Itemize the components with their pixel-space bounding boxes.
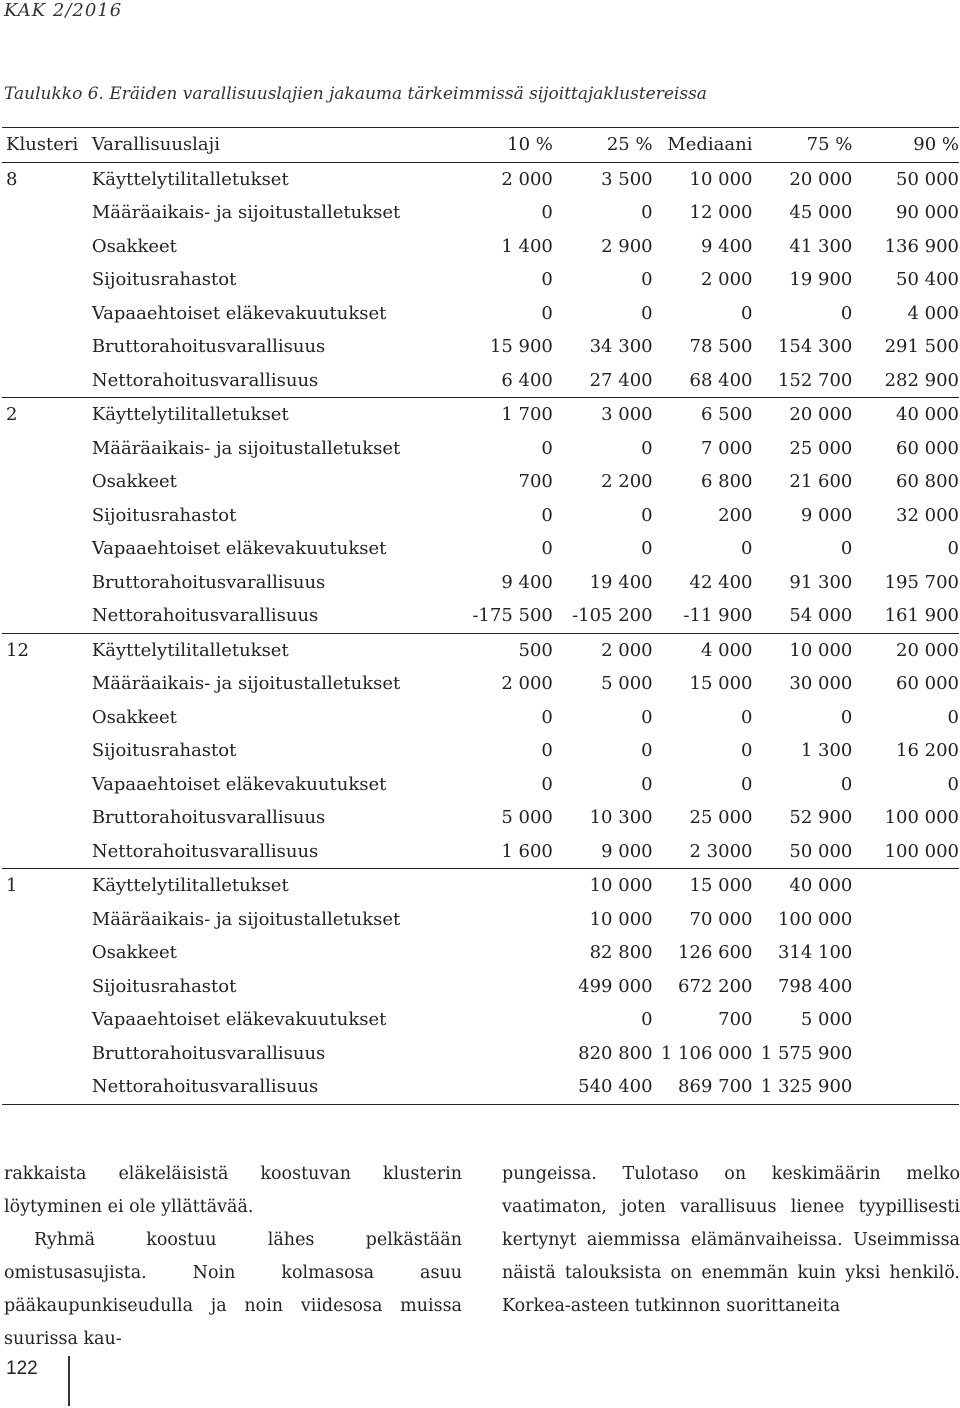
- header-cluster: Klusteri: [6, 134, 79, 156]
- table-row: [2, 432, 959, 466]
- cluster-id: [2, 768, 92, 802]
- asset-type: Nettorahoitusvarallisuus: [92, 599, 461, 633]
- cluster-id: 2: [6, 404, 18, 426]
- value-p75: 0: [840, 706, 853, 728]
- value-p10: -175 500: [461, 599, 553, 633]
- table-header-row: [2, 128, 959, 163]
- cluster-id: [2, 364, 92, 398]
- asset-type: Osakkeet: [91, 235, 177, 257]
- header-asset-type: Varallisuuslaji: [91, 134, 220, 156]
- table-row: [2, 869, 959, 903]
- value-p25: 2 900: [601, 235, 653, 257]
- value-p90: [852, 1037, 959, 1071]
- header-p25: 25 %: [606, 134, 653, 156]
- value-p75: 19 900: [789, 269, 853, 291]
- value-p75: 25 000: [789, 437, 853, 459]
- table-row: [2, 398, 959, 432]
- value-p25: -105 200: [553, 599, 653, 633]
- value-p90: 60 000: [896, 437, 959, 459]
- value-p10: [461, 869, 553, 903]
- value-p90: 16 200: [896, 740, 959, 762]
- cluster-id: [2, 734, 92, 768]
- value-p25: 2 200: [601, 471, 653, 493]
- cluster-id: [2, 196, 92, 230]
- cluster-id: [2, 499, 92, 533]
- value-p75: 30 000: [789, 673, 853, 695]
- asset-type: Määräaikais- ja sijoitustalletukset: [91, 202, 401, 224]
- value-p75: 54 000: [752, 599, 852, 633]
- table-row: [2, 903, 959, 937]
- value-p25: 3 000: [601, 404, 653, 426]
- value-p25: 540 400: [553, 1070, 653, 1104]
- value-p75: 100 000: [777, 908, 853, 930]
- body-column-right: [502, 1158, 960, 1323]
- asset-type: Nettorahoitusvarallisuus: [92, 1070, 461, 1104]
- value-p75: 5 000: [800, 1009, 853, 1031]
- cluster-id: [2, 566, 92, 600]
- value-p90: 60 800: [896, 471, 959, 493]
- asset-type: Sijoitusrahastot: [91, 740, 237, 762]
- value-median: 78 500: [689, 336, 753, 358]
- value-p25: 0: [641, 202, 653, 224]
- value-p90: 0: [947, 773, 959, 795]
- table-row: [2, 330, 959, 364]
- value-p25: 0: [641, 1009, 653, 1031]
- value-p75: 41 300: [789, 235, 853, 257]
- value-median: 0: [741, 740, 753, 762]
- value-p25: 27 400: [553, 364, 653, 398]
- paragraph: Ryhmä koostuu lähes pelkästään omistusasujista. Noin kolmasosa asuu pääkaupunkiseudulla ja noin viidesosa muissa suurissa kau-: [4, 1230, 462, 1349]
- body-column-left: [4, 1158, 462, 1356]
- asset-type: Bruttorahoitusvarallisuus: [91, 336, 326, 358]
- header-p10: 10 %: [507, 134, 553, 156]
- value-p10: 0: [541, 504, 553, 526]
- value-p90: 20 000: [896, 639, 959, 661]
- value-p10: 0: [541, 269, 553, 291]
- value-p10: 9 400: [501, 571, 553, 593]
- value-p10: [461, 1037, 553, 1071]
- value-p75: 314 100: [777, 942, 853, 964]
- value-p25: 820 800: [578, 1042, 653, 1064]
- value-p90: 282 900: [852, 364, 959, 398]
- value-p10: 6 400: [461, 364, 553, 398]
- value-p90: [852, 936, 959, 970]
- cluster-id: 1: [6, 875, 18, 897]
- value-p75: 152 700: [752, 364, 852, 398]
- value-median: 25 000: [689, 807, 753, 829]
- value-p90: 90 000: [896, 202, 959, 224]
- asset-type: Käyttelytilitalletukset: [91, 639, 289, 661]
- value-p75: 91 300: [789, 571, 853, 593]
- value-p90: 40 000: [896, 404, 959, 426]
- table-row: [2, 1003, 959, 1037]
- page-number: 122: [6, 1358, 38, 1379]
- value-p75: 1 300: [800, 740, 853, 762]
- value-p10: [461, 1070, 553, 1104]
- value-p10: 1 400: [501, 235, 553, 257]
- paragraph: rakkaista eläkeläisistä koostuvan klusterin löytyminen ei ole yllättävää.: [4, 1164, 462, 1217]
- value-p75: 1 575 900: [760, 1042, 853, 1064]
- value-p10: 0: [541, 302, 553, 324]
- value-median: 1 106 000: [660, 1042, 753, 1064]
- cluster-id: [2, 1037, 92, 1071]
- value-p90: [852, 903, 959, 937]
- value-p25: 5 000: [601, 673, 653, 695]
- value-median: 0: [741, 302, 753, 324]
- table-row: [2, 196, 959, 230]
- value-p10: 0: [541, 740, 553, 762]
- distribution-table: [2, 127, 959, 1105]
- value-p25: 19 400: [589, 571, 653, 593]
- asset-type: Määräaikais- ja sijoitustalletukset: [91, 908, 401, 930]
- cluster-id: [2, 230, 92, 264]
- value-p90: [852, 869, 959, 903]
- cluster-id: 8: [6, 168, 18, 190]
- value-p10: 2 000: [501, 673, 553, 695]
- table-row: [2, 1037, 959, 1071]
- value-p75: 0: [840, 538, 853, 560]
- table-row: [2, 768, 959, 802]
- value-p10: 500: [518, 639, 553, 661]
- value-p10: 0: [541, 202, 553, 224]
- cluster-id: [2, 1070, 92, 1104]
- table-caption: Taulukko 6. Eräiden varallisuuslajien jakauma tärkeimmissä sijoittajaklustereissa: [4, 84, 707, 104]
- value-p90: 100 000: [884, 807, 959, 829]
- table-row: [2, 801, 959, 835]
- value-p75: 9 000: [800, 504, 853, 526]
- cluster-group: [2, 633, 959, 869]
- asset-type: Sijoitusrahastot: [91, 975, 237, 997]
- running-header: KAK 2/2016: [4, 0, 123, 21]
- asset-type: Nettorahoitusvarallisuus: [92, 364, 461, 398]
- asset-type: Käyttelytilitalletukset: [91, 168, 289, 190]
- value-p90: 0: [947, 538, 959, 560]
- asset-type: Osakkeet: [91, 471, 177, 493]
- value-p10: 1 600: [461, 835, 553, 869]
- table-row: [2, 230, 959, 264]
- table-row: [2, 667, 959, 701]
- asset-type: Sijoitusrahastot: [91, 269, 237, 291]
- cluster-id: [2, 936, 92, 970]
- value-median: 2 000: [700, 269, 753, 291]
- value-p10: 0: [541, 437, 553, 459]
- cluster-id: [2, 599, 92, 633]
- value-p90: [852, 970, 959, 1004]
- value-p25: 0: [641, 504, 653, 526]
- asset-type: Vapaaehtoiset eläkevakuutukset: [91, 1009, 387, 1031]
- value-median: 0: [741, 538, 753, 560]
- value-p75: 20 000: [789, 168, 853, 190]
- header-p75: 75 %: [806, 134, 853, 156]
- value-p25: 0: [641, 740, 653, 762]
- cluster-group: [2, 398, 959, 634]
- asset-type: Määräaikais- ja sijoitustalletukset: [91, 673, 401, 695]
- value-median: 15 000: [689, 673, 753, 695]
- table-row: [2, 734, 959, 768]
- value-p25: 2 000: [601, 639, 653, 661]
- value-median: 700: [718, 1009, 753, 1031]
- value-p25: 0: [641, 302, 653, 324]
- value-p90: 50 400: [896, 269, 959, 291]
- page-number-divider: [68, 1356, 70, 1406]
- asset-type: Osakkeet: [91, 942, 177, 964]
- table-row: [2, 465, 959, 499]
- cluster-group: [2, 162, 959, 398]
- table-row: [2, 633, 959, 667]
- table-row: [2, 499, 959, 533]
- value-median: 6 800: [700, 471, 753, 493]
- cluster-id: [2, 1003, 92, 1037]
- value-p25: 0: [641, 773, 653, 795]
- cluster-group: [2, 869, 959, 1105]
- value-p75: 20 000: [789, 404, 853, 426]
- value-p25: 10 000: [589, 875, 653, 897]
- value-p10: 2 000: [501, 168, 553, 190]
- value-p90: 195 700: [884, 571, 959, 593]
- value-p25: 0: [641, 538, 653, 560]
- value-p25: 0: [641, 269, 653, 291]
- table-row: [2, 532, 959, 566]
- cluster-id: [2, 801, 92, 835]
- value-p90: 4 000: [907, 302, 959, 324]
- value-median: 9 400: [700, 235, 753, 257]
- value-p90: 136 900: [884, 235, 959, 257]
- table-row: [2, 1070, 959, 1104]
- value-p90: 161 900: [852, 599, 959, 633]
- table-row: [2, 364, 959, 398]
- table-row: [2, 835, 959, 869]
- value-p75: 52 900: [789, 807, 853, 829]
- value-median: 2 3000: [653, 835, 753, 869]
- cluster-id: [2, 432, 92, 466]
- value-median: -11 900: [653, 599, 753, 633]
- asset-type: Vapaaehtoiset eläkevakuutukset: [91, 773, 387, 795]
- value-p25: 10 300: [589, 807, 653, 829]
- value-p25: 499 000: [578, 975, 653, 997]
- asset-type: Osakkeet: [91, 706, 177, 728]
- value-p10: 0: [541, 773, 553, 795]
- value-p10: [461, 1003, 553, 1037]
- header-median: Mediaani: [667, 134, 753, 156]
- table-row: [2, 599, 959, 633]
- table-row: [2, 263, 959, 297]
- asset-type: Vapaaehtoiset eläkevakuutukset: [91, 538, 387, 560]
- cluster-id: [2, 263, 92, 297]
- value-p75: 154 300: [777, 336, 853, 358]
- value-p75: 798 400: [777, 975, 853, 997]
- value-median: 7 000: [700, 437, 753, 459]
- asset-type: Bruttorahoitusvarallisuus: [91, 1042, 326, 1064]
- value-p25: 0: [641, 437, 653, 459]
- table-row: [2, 297, 959, 331]
- value-median: 0: [741, 706, 753, 728]
- value-p75: 10 000: [789, 639, 853, 661]
- value-p90: 50 000: [896, 168, 959, 190]
- value-p90: [852, 1070, 959, 1104]
- value-p10: [461, 970, 553, 1004]
- paragraph: pungeissa. Tulotaso on keskimäärin melko vaatimaton, joten varallisuus lienee tyypillisesti kertynyt aiemmissa elämänvaiheissa. Useimmissa näistä talouksista on enemmän kuin yksi henkilö. Korkea-asteen tutkinnon suorittaneita: [502, 1164, 960, 1316]
- cluster-id: [2, 297, 92, 331]
- value-p10: [461, 903, 553, 937]
- value-p10: 5 000: [501, 807, 553, 829]
- value-median: 10 000: [689, 168, 753, 190]
- cluster-id: 12: [6, 639, 29, 661]
- cluster-id: [2, 903, 92, 937]
- value-median: 68 400: [653, 364, 753, 398]
- asset-type: Nettorahoitusvarallisuus: [92, 835, 461, 869]
- asset-type: Vapaaehtoiset eläkevakuutukset: [91, 302, 387, 324]
- value-median: 0: [741, 773, 753, 795]
- cluster-id: [2, 835, 92, 869]
- value-p90: [852, 1003, 959, 1037]
- value-p10: 1 700: [501, 404, 553, 426]
- value-p25: 10 000: [589, 908, 653, 930]
- value-p75: 50 000: [752, 835, 852, 869]
- value-p75: 45 000: [789, 202, 853, 224]
- value-median: 6 500: [700, 404, 753, 426]
- asset-type: Käyttelytilitalletukset: [91, 875, 289, 897]
- value-p10: [461, 936, 553, 970]
- cluster-id: [2, 330, 92, 364]
- value-median: 12 000: [689, 202, 753, 224]
- table-row: [2, 162, 959, 196]
- value-p90: 100 000: [852, 835, 959, 869]
- header-p90: 90 %: [913, 134, 959, 156]
- value-p10: 700: [518, 471, 553, 493]
- asset-type: Määräaikais- ja sijoitustalletukset: [91, 437, 401, 459]
- value-p75: 21 600: [789, 471, 853, 493]
- table-row: [2, 701, 959, 735]
- value-median: 672 200: [678, 975, 753, 997]
- value-p90: 291 500: [884, 336, 959, 358]
- table-row: [2, 566, 959, 600]
- value-p25: 3 500: [601, 168, 653, 190]
- value-p10: 0: [541, 538, 553, 560]
- value-p75: 0: [840, 773, 853, 795]
- value-p25: 0: [641, 706, 653, 728]
- value-p10: 15 900: [489, 336, 553, 358]
- value-p90: 0: [947, 706, 959, 728]
- asset-type: Bruttorahoitusvarallisuus: [91, 807, 326, 829]
- value-median: 70 000: [689, 908, 753, 930]
- cluster-id: [2, 465, 92, 499]
- value-median: 4 000: [700, 639, 753, 661]
- asset-type: Bruttorahoitusvarallisuus: [91, 571, 326, 593]
- value-median: 15 000: [689, 875, 753, 897]
- value-median: 42 400: [689, 571, 753, 593]
- value-p10: 0: [541, 706, 553, 728]
- value-p75: 0: [840, 302, 853, 324]
- table-row: [2, 970, 959, 1004]
- value-p90: 32 000: [896, 504, 959, 526]
- value-median: 200: [718, 504, 753, 526]
- cluster-id: [2, 667, 92, 701]
- value-p75: 1 325 900: [752, 1070, 852, 1104]
- cluster-id: [2, 532, 92, 566]
- value-median: 126 600: [678, 942, 753, 964]
- asset-type: Sijoitusrahastot: [91, 504, 237, 526]
- table-row: [2, 936, 959, 970]
- value-p75: 40 000: [789, 875, 853, 897]
- value-p90: 60 000: [896, 673, 959, 695]
- value-p25: 34 300: [589, 336, 653, 358]
- cluster-id: [2, 701, 92, 735]
- value-median: 869 700: [653, 1070, 753, 1104]
- asset-type: Käyttelytilitalletukset: [91, 404, 289, 426]
- value-p25: 9 000: [553, 835, 653, 869]
- value-p25: 82 800: [589, 942, 653, 964]
- cluster-id: [2, 970, 92, 1004]
